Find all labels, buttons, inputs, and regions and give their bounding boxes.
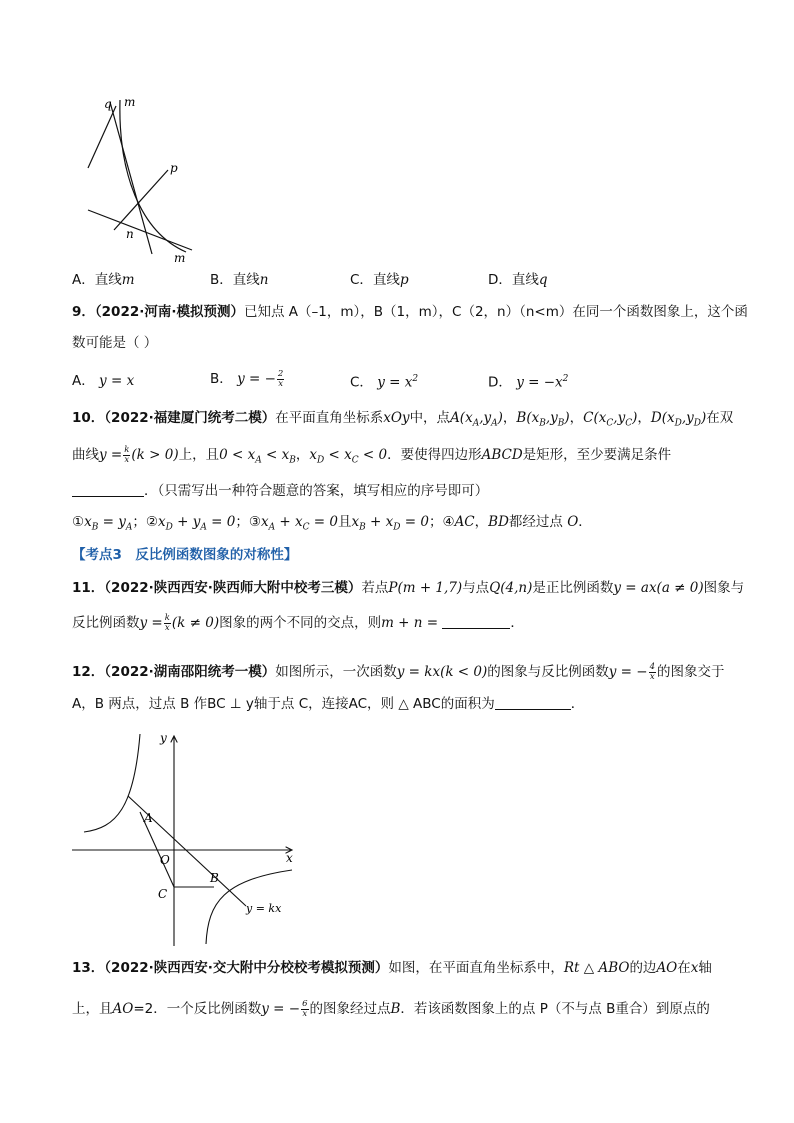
math-var: x	[690, 960, 699, 976]
q8-option-b	[210, 274, 268, 288]
question-text: ．要使得四边形	[387, 447, 482, 463]
math-expr: y =	[99, 447, 123, 463]
q10-line3	[72, 485, 488, 499]
figure-lines-curve	[70, 92, 210, 270]
question-text: 中，点	[409, 410, 451, 426]
label-b: B	[210, 871, 219, 885]
hyperbola-left-branch	[84, 734, 140, 832]
fraction-denominator: x	[278, 378, 284, 389]
label-m-bottom: m	[174, 251, 186, 265]
question-number: 9．	[72, 304, 95, 320]
math-expr: (k > 0)	[131, 447, 179, 463]
option-expr: y = −x	[516, 374, 563, 391]
option-letter: B．	[210, 371, 233, 387]
question-text: 上，且	[72, 1001, 113, 1017]
question-text: 图象与	[703, 580, 745, 596]
exponent: 2	[562, 374, 569, 384]
math-expr: y = −	[608, 664, 648, 680]
answer-blank[interactable]	[495, 709, 571, 710]
question-text: 若点	[361, 580, 389, 596]
question-text: 上，且	[178, 447, 220, 463]
label-o: O	[160, 853, 170, 867]
question-text: 反比例函数	[72, 615, 140, 631]
q9-option-c	[350, 375, 418, 390]
math-var: AO	[656, 960, 678, 976]
figure-coordinate-plane	[68, 730, 308, 950]
math-var: ABCD	[481, 447, 523, 463]
label-ykx: y = kx	[246, 902, 282, 915]
option-var: p	[399, 272, 409, 288]
question-source: （2022·陕西西安·交大附中分校校考模拟预测）	[104, 960, 389, 976]
line-n	[88, 106, 116, 168]
q11-line1	[72, 582, 744, 596]
q12-line1	[72, 663, 725, 681]
option-letter: D．	[488, 272, 512, 288]
label-y: y	[160, 731, 167, 745]
question-source: （2022·福建厦门统考二模）	[104, 410, 276, 426]
question-source: （2022·陕西西安·陕西师大附中校考三模）	[104, 580, 362, 596]
option-letter: A．	[72, 272, 95, 288]
q9-option-b	[210, 370, 285, 388]
question-source: （2022·河南·模拟预测）	[94, 304, 244, 320]
line-m	[88, 210, 192, 250]
math-expr: P(m + 1,7)	[388, 580, 463, 596]
question-text: 的边	[629, 960, 657, 976]
exponent: 2	[412, 374, 419, 384]
section-heading: 【考点3 反比例函数图象的对称性】	[72, 547, 298, 563]
q10-line1: 10．（2022·福建厦门统考二模）在平面直角坐标系xOy中，点$A(x_A,y_A)$，$B(x_B,y_B)$，$C(x_C,y_C)$，$D(x_D,y_D)$在双	[72, 410, 734, 429]
question-text: 已知点 A（–1，m），B（1，m），C（2，n）（n<m）在同一个函数图象上，这个函	[244, 304, 748, 320]
option-letter: C．	[350, 272, 373, 288]
math-expr: (k ≠ 0)	[171, 615, 220, 631]
question-text: 图象的两个不同的交点，则	[219, 615, 382, 631]
question-number: 10．	[72, 410, 105, 426]
label-x: x	[286, 851, 293, 865]
point-a: $A(x_A,y_A)$	[450, 410, 503, 429]
question-text: 如图，在平面直角坐标系中，	[388, 960, 564, 976]
math-expr: y = ax(a ≠ 0)	[613, 580, 704, 596]
question-text: ．若该函数图象上的点 P（不与点 B重合）到原点的	[400, 1001, 710, 1017]
point-d: $D(x_D,y_D)$	[650, 410, 707, 429]
q10-line2: 曲线y = $\frac{k}{x}$ (k > 0)上，且$0 < x_A < x_B$，$x_D < x_C < 0$．要使得四边形ABCD是矩形，至少要满足条件	[72, 445, 672, 466]
q8-option-c	[350, 274, 409, 288]
q12-line2	[72, 698, 584, 712]
option-expr: y = x	[99, 373, 135, 389]
question-number: 12．	[72, 664, 105, 680]
question-text: 数可能是（ ）	[72, 335, 158, 351]
option-text: 直线	[94, 272, 122, 288]
option-expr: y = −	[237, 371, 276, 387]
question-number: 13．	[72, 960, 105, 976]
option-text: 直线	[511, 272, 539, 288]
math-var: xOy	[383, 410, 410, 426]
fraction: $\frac{k}{x}$	[164, 613, 170, 633]
option-letter: B．	[210, 272, 233, 288]
option-var: n	[259, 272, 269, 288]
option-letter: A．	[72, 373, 95, 389]
option-letter: C．	[350, 374, 373, 391]
q9-line2	[72, 337, 157, 351]
question-text: 在平面直角坐标系	[275, 410, 384, 426]
label-c: C	[158, 887, 168, 901]
q10-conditions	[72, 516, 592, 533]
question-text: 如图所示，一次函数	[275, 664, 397, 680]
question-number: 11．	[72, 580, 105, 596]
math-expr: y = kx(k < 0)	[396, 664, 488, 680]
fraction: $\frac{4}{x}$	[649, 662, 656, 682]
question-text: 与点	[462, 580, 490, 596]
question-text: 的图象交于	[657, 664, 725, 680]
question-text: 曲线	[72, 447, 99, 463]
fraction: $\frac{6}{x}$	[302, 999, 308, 1019]
question-text: 是正比例函数	[532, 580, 614, 596]
question-text: 轴	[698, 960, 712, 976]
answer-blank[interactable]	[442, 628, 510, 629]
period: ．	[510, 615, 524, 631]
label-n: n	[126, 227, 134, 241]
conditions-text: $①x_B = y_A$；$②x_D + y_A = 0$；$③x_A + x_C = 0$且$x_B + x_D = 0$；④AC，BD都经过点 O．	[72, 514, 592, 533]
line-p	[114, 170, 168, 230]
math-var: AO	[112, 1001, 134, 1017]
label-q: q	[104, 97, 112, 111]
q9-option-d	[488, 375, 568, 390]
option-text: 直线	[232, 272, 260, 288]
math-var: B	[390, 1001, 401, 1017]
math-expr: Q(4,n)	[489, 580, 533, 596]
option-expr: y = x	[377, 374, 413, 391]
math-expr: Rt △ ABO	[563, 960, 630, 976]
question-source: （2022·湖南邵阳统考一模）	[104, 664, 276, 680]
math-expr: y =	[139, 615, 163, 631]
question-text: ．（只需写出一种符合题意的答案，填写相应的序号即可）	[144, 483, 489, 499]
inequality: $0 < x_A < x_B$	[219, 447, 296, 466]
fraction: $\frac{k}{x}$	[124, 445, 130, 465]
point-b: $B(x_B,y_B)$	[516, 410, 570, 429]
fraction-numerator: 2	[277, 369, 284, 379]
q9-line1	[72, 306, 748, 320]
q8-option-a	[72, 274, 135, 288]
option-var: m	[121, 272, 135, 288]
option-var: q	[538, 272, 548, 288]
q13-line1	[72, 962, 712, 976]
option-text: 直线	[372, 272, 400, 288]
question-text: A，B 两点，过点 B 作BC ⊥ y轴于点 C，连接AC，则 △ ABC的面积为	[72, 696, 495, 712]
q9-option-a	[72, 375, 134, 389]
question-text: 的图象经过点	[309, 1001, 391, 1017]
question-text: 在	[677, 960, 691, 976]
option-letter: D．	[488, 374, 512, 391]
inequality-2: $x_D < x_C < 0$	[309, 447, 388, 466]
answer-blank[interactable]	[72, 496, 144, 497]
fraction	[277, 370, 284, 388]
question-text: =2．一个反比例函数	[133, 1001, 262, 1017]
period: ．	[570, 696, 585, 712]
math-expr: y = −	[261, 1001, 301, 1017]
q8-option-d	[488, 274, 548, 288]
math-expr: m + n =	[381, 615, 439, 631]
q13-line2	[72, 1000, 710, 1018]
label-p: p	[170, 161, 178, 175]
question-text: 的图象与反比例函数	[487, 664, 609, 680]
question-text: 是矩形，至少要满足条件	[522, 447, 672, 463]
label-a: A	[144, 811, 153, 825]
q11-line2	[72, 614, 524, 632]
point-c: $C(x_C,y_C)$	[583, 410, 638, 429]
question-text: 在双	[706, 410, 734, 426]
label-m-top: m	[124, 95, 136, 109]
